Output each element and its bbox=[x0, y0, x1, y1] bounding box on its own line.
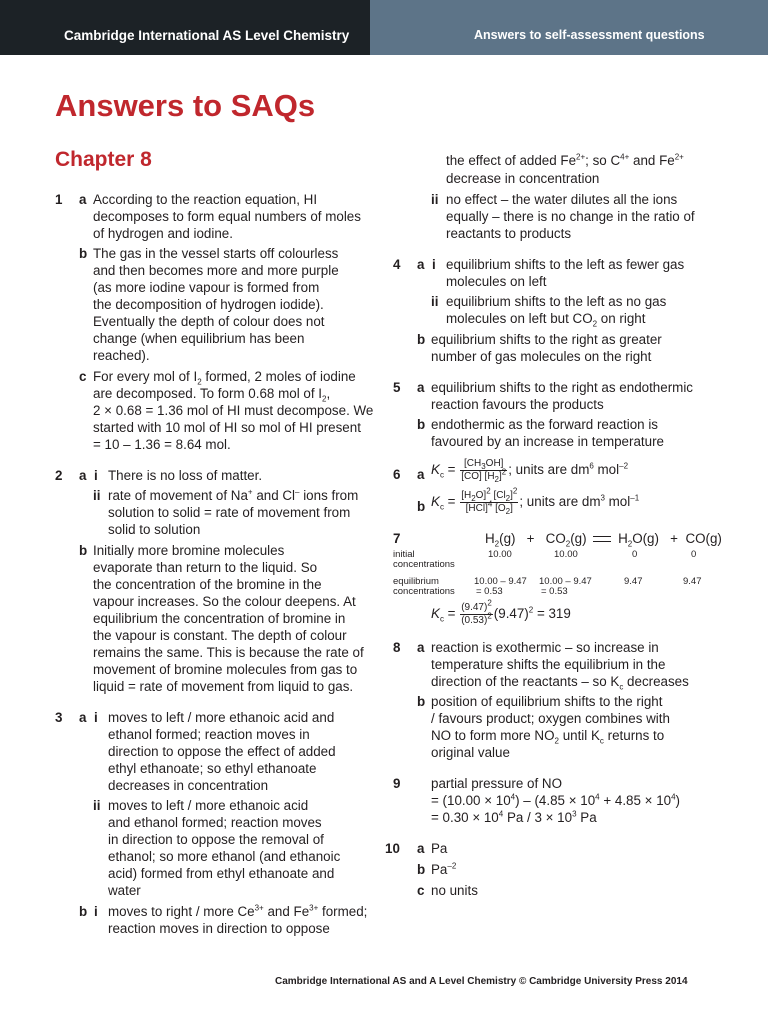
answer-line: change (when equilibrium has been bbox=[93, 331, 305, 346]
answer-line: equilibrium shifts to the left as fewer gas bbox=[446, 257, 685, 272]
answer-line: number of gas molecules on the right bbox=[431, 349, 652, 364]
part-label: b bbox=[79, 246, 88, 261]
part-label: a bbox=[79, 192, 87, 207]
answer-line: = $0.30 \times 10^4$ $Pa / 3 \times 10^3$ Pa bbox=[431, 809, 597, 825]
answer-line: solid to solution bbox=[108, 522, 201, 537]
question-number: 1 bbox=[55, 192, 63, 207]
subpart-label: ii bbox=[93, 798, 101, 813]
part-label: a bbox=[417, 841, 425, 856]
concentration-value: 9.47 bbox=[683, 576, 702, 587]
subpart-label: i bbox=[94, 468, 98, 483]
part-label: b bbox=[417, 332, 426, 347]
answer-line: of hydrogen and iodine. bbox=[93, 226, 233, 241]
answer-line: reaction is exothermic – so increase in bbox=[431, 640, 659, 655]
answer-line: solution to solid = rate of movement from bbox=[108, 505, 351, 520]
equilibrium-arrow-icon bbox=[593, 535, 611, 543]
subpart-label: ii bbox=[93, 488, 101, 503]
question-number: 9 bbox=[393, 776, 401, 791]
answer-line: For every mol of $I_2$ formed, 2 moles of iodine bbox=[93, 369, 356, 387]
answer-line: direction of the reactants – so $K_c$ decreases bbox=[431, 674, 689, 692]
question-number: 5 bbox=[393, 380, 401, 395]
question-number: 6 bbox=[393, 467, 401, 482]
answer-line: Initially more bromine molecules bbox=[93, 543, 285, 558]
page-title: Answers to SAQs bbox=[55, 88, 316, 123]
part-label: c bbox=[79, 369, 87, 384]
answer-line: endothermic as the forward reaction is bbox=[431, 417, 659, 432]
concentration-value: 10.00 bbox=[554, 549, 578, 560]
answer-line: and ethanol formed; reaction moves bbox=[108, 815, 322, 830]
chapter-title: Chapter 8 bbox=[55, 148, 152, 171]
concentration-value: = 0.53 bbox=[541, 586, 568, 597]
answer-line: = $(10.00 \times 10^4) - (4.85 \times 10^4 + 4.85 \times 10^4)$ bbox=[431, 792, 681, 808]
answer-line: favoured by an increase in temperature bbox=[431, 434, 664, 449]
answer-line: $Pa^{-2}$ bbox=[431, 861, 457, 877]
answer-line: molecules on left bbox=[446, 274, 547, 289]
row-label: concentrations bbox=[393, 586, 455, 597]
concentration-value: 9.47 bbox=[624, 576, 643, 587]
answer-line: started with 10 mol of HI so mol of HI present bbox=[93, 420, 361, 435]
answer-line: rate of movement of Na+ and Cl– ions from bbox=[108, 487, 359, 503]
answer-line: 2 × 0.68 = 1.36 mol of HI must decompose. We bbox=[93, 403, 374, 418]
answer-line: are decomposed. To form 0.68 mol of $I_2$, bbox=[93, 386, 331, 404]
answer-line: no units bbox=[431, 883, 478, 898]
answer-line: direction to oppose the effect of added bbox=[108, 744, 336, 759]
answer-line: / favours product; oxygen combines with bbox=[431, 711, 670, 726]
answer-line: decreases in concentration bbox=[108, 778, 269, 793]
part-label: b bbox=[417, 862, 426, 877]
part-label: a bbox=[417, 380, 425, 395]
part-label: b bbox=[417, 694, 426, 709]
concentration-value: 0 bbox=[691, 549, 697, 560]
answer-line: ethyl ethanoate; so ethyl ethanoate bbox=[108, 761, 317, 776]
question-number: 3 bbox=[55, 710, 63, 725]
equilibrium-expression: $K_c$ = $\frac{[CH_3OH]}{[CO] [H_2]^2}$ ; units are $dm^6$ mol$^{-2}$ bbox=[431, 458, 629, 484]
answer-line: position of equilibrium shifts to the right bbox=[431, 694, 663, 709]
answer-line: movement of bromine molecules from gas to bbox=[93, 662, 358, 677]
concentration-value: 10.00 bbox=[488, 549, 512, 560]
subpart-label: ii bbox=[431, 294, 439, 309]
header-left-band bbox=[0, 0, 370, 55]
answer-line: remains the same. This is because the rate of bbox=[93, 645, 364, 660]
equilibrium-expression: $K_c$ = $\frac{[H_2O]^2 [Cl_2]^2}{[HCl]^4 [O_2]}$ ; units are $dm^3$ mol$^{-1}$ bbox=[431, 486, 640, 516]
answer-line: partial pressure of NO bbox=[431, 776, 562, 791]
part-label: b bbox=[417, 417, 426, 432]
question-number: 2 bbox=[55, 468, 63, 483]
answer-line: Pa bbox=[431, 841, 448, 856]
answer-line: According to the reaction equation, HI bbox=[93, 192, 318, 207]
concentration-value: 10.00 – 9.47 bbox=[474, 576, 527, 587]
answer-line: = 10 – 1.36 = 8.64 mol. bbox=[93, 437, 231, 452]
answer-line: reaction favours the products bbox=[431, 397, 604, 412]
subpart-label: i bbox=[94, 710, 98, 725]
answer-line: vapour increases. So the colour deepens. At bbox=[93, 594, 356, 609]
answer-line: no effect – the water dilutes all the ions bbox=[446, 192, 678, 207]
answer-line: temperature shifts the equilibrium in the bbox=[431, 657, 666, 672]
copyright-footer: Cambridge International AS and A Level Chemistry © Cambridge University Press 2014 bbox=[275, 976, 688, 987]
question-number: 8 bbox=[393, 640, 401, 655]
answer-line: reaction moves in direction to oppose bbox=[108, 921, 330, 936]
subpart-label: i bbox=[432, 257, 436, 272]
part-label: a bbox=[417, 257, 425, 272]
answer-line: moves to left / more ethanoic acid and bbox=[108, 710, 335, 725]
answer-line: equally – there is no change in the ratio of bbox=[446, 209, 695, 224]
part-label: b bbox=[417, 499, 426, 514]
answer-line: the effect of added $Fe^{2+}$; so $C^{4+}$ and $Fe^{2+}$ bbox=[446, 152, 684, 168]
answer-line: equilibrium shifts to the left as no gas bbox=[446, 294, 667, 309]
answer-line: NO to form more $NO_2$ until $K_c$ returns to bbox=[431, 728, 665, 746]
row-label: initial bbox=[393, 549, 415, 560]
answer-line: decomposes to form equal numbers of moles bbox=[93, 209, 361, 224]
part-label: a bbox=[417, 640, 425, 655]
answer-line: equilibrium shifts to the right as endothermic bbox=[431, 380, 693, 395]
answer-line: The gas in the vessel starts off colourless bbox=[93, 246, 339, 261]
concentration-value: 0 bbox=[632, 549, 638, 560]
answer-line: original value bbox=[431, 745, 510, 760]
header-right-band bbox=[370, 0, 768, 55]
answer-line: reactants to products bbox=[446, 226, 572, 241]
answer-line: moves to right / more $Ce^{3+}$ and $Fe^{3+}$ formed; bbox=[108, 903, 368, 919]
reaction-equation: $H_2(g)$ + $CO_2(g)$ $H_2O(g)$ + CO(g) bbox=[485, 531, 722, 549]
answer-line: There is no loss of matter. bbox=[108, 468, 263, 483]
answer-line: Eventually the depth of colour does not bbox=[93, 314, 325, 329]
answer-line: liquid = rate of movement from liquid to gas. bbox=[93, 679, 354, 694]
subpart-label: ii bbox=[431, 192, 439, 207]
answer-line: reached). bbox=[93, 348, 150, 363]
part-label: a bbox=[79, 710, 87, 725]
part-label: b bbox=[79, 904, 88, 919]
answer-line: ethanol; so more ethanol (and ethanoic bbox=[108, 849, 341, 864]
part-label: a bbox=[417, 467, 425, 482]
answer-line: ethanol formed; reaction moves in bbox=[108, 727, 310, 742]
answer-line: acid) formed from ethyl ethanoate and bbox=[108, 866, 335, 881]
answer-line: molecules on left but $CO_2$ on right bbox=[446, 311, 646, 329]
page-header bbox=[0, 0, 768, 55]
section-title: Answers to self-assessment questions bbox=[474, 28, 705, 42]
answer-line: equilibrium the concentration of bromine in bbox=[93, 611, 346, 626]
answer-line: evaporate than return to the liquid. So bbox=[93, 560, 318, 575]
part-label: c bbox=[417, 883, 425, 898]
concentration-value: = 0.53 bbox=[476, 586, 503, 597]
answer-line: equilibrium shifts to the right as greater bbox=[431, 332, 662, 347]
answer-line: the vapour is constant. The depth of colour bbox=[93, 628, 347, 643]
question-number: 10 bbox=[385, 841, 400, 856]
answer-line: and then becomes more and more purple bbox=[93, 263, 339, 278]
answer-line: the concentration of the bromine in the bbox=[93, 577, 322, 592]
kc-calculation: $K_c$ = $\frac{(9.47)^2}{(0.53)^2}$ $(9.47)^2 = 319$ bbox=[431, 598, 571, 626]
answer-line: (as more iodine vapour is formed from bbox=[93, 280, 320, 295]
answer-line: the decomposition of hydrogen iodide). bbox=[93, 297, 324, 312]
question-number: 7 bbox=[393, 531, 401, 546]
concentration-value: 10.00 – 9.47 bbox=[539, 576, 592, 587]
part-label: b bbox=[79, 543, 88, 558]
answer-line: water bbox=[108, 883, 141, 898]
book-title: Cambridge International AS Level Chemistry bbox=[64, 28, 350, 43]
answer-line: in direction to oppose the removal of bbox=[108, 832, 324, 847]
row-label: equilibrium bbox=[393, 576, 439, 587]
answer-line: moves to left / more ethanoic acid bbox=[108, 798, 309, 813]
subpart-label: i bbox=[94, 904, 98, 919]
part-label: a bbox=[79, 468, 87, 483]
question-number: 4 bbox=[393, 257, 401, 272]
answer-line: decrease in concentration bbox=[446, 171, 600, 186]
row-label: concentrations bbox=[393, 559, 455, 570]
